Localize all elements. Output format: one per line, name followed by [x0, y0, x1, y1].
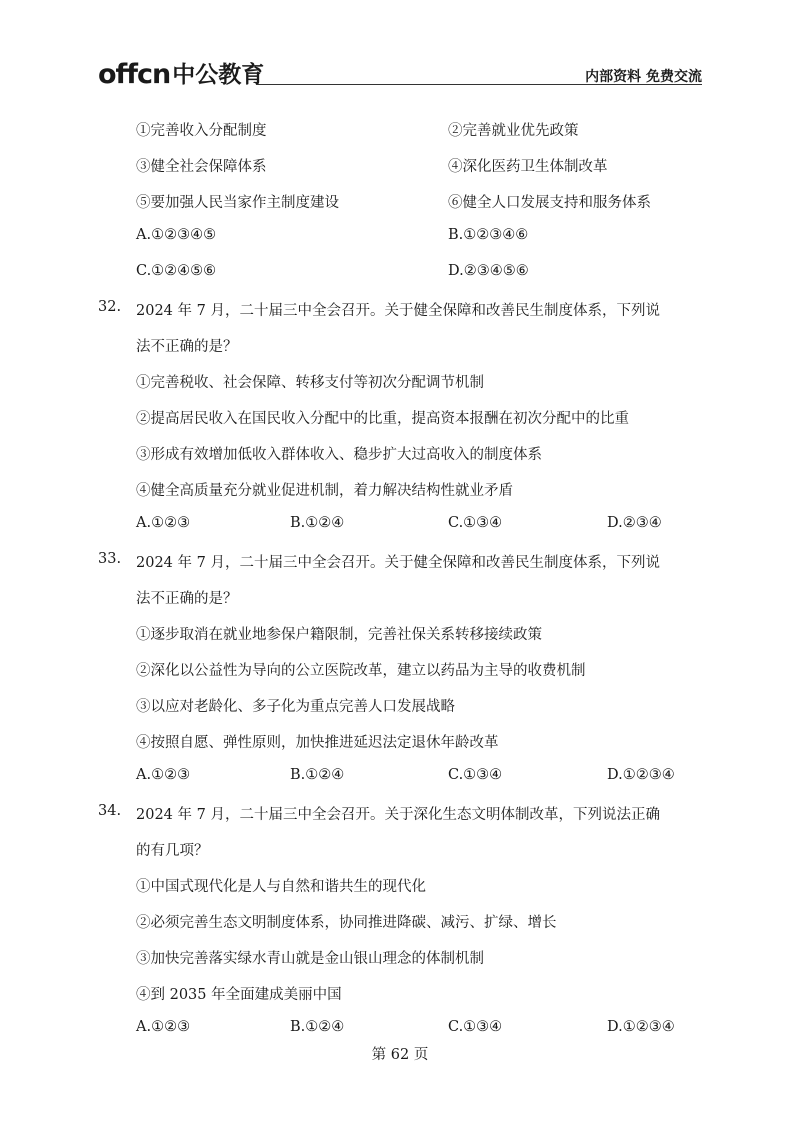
q32-option-a: A.①②③ — [136, 515, 191, 531]
q33-option-b: B.①②④ — [290, 767, 345, 783]
q34-item-2: ②必须完善生态文明制度体系，协同推进降碳、减污、扩绿、增长 — [136, 915, 557, 931]
q31-item-2: ②完善就业优先政策 — [448, 123, 579, 139]
page-header — [98, 58, 702, 92]
q33-stem-line1: 2024 年 7 月，二十届三中全会召开。关于健全保障和改善民生制度体系，下列说 — [136, 555, 660, 571]
q34-stem-line1: 2024 年 7 月，二十届三中全会召开。关于深化生态文明体制改革，下列说法正确 — [136, 807, 660, 823]
q31-item-1: ①完善收入分配制度 — [136, 123, 267, 139]
q32-option-d: D.②③④ — [607, 515, 662, 531]
q33-number: 33. — [98, 551, 122, 567]
q31-option-a: A.①②③④⑤ — [136, 227, 217, 243]
q34-option-b: B.①②④ — [290, 1019, 345, 1035]
q33-item-1: ①逐步取消在就业地参保户籍限制，完善社保关系转移接续政策 — [136, 627, 542, 643]
q34-item-3: ③加快完善落实绿水青山就是金山银山理念的体制机制 — [136, 951, 484, 967]
q34-number: 34. — [98, 803, 122, 819]
offcn-logo — [98, 58, 264, 90]
q33-item-4: ④按照自愿、弹性原则，加快推进延迟法定退休年龄改革 — [136, 735, 499, 751]
q33-option-c: C.①③④ — [448, 767, 503, 783]
logo-chinese-text: 中公教育 — [172, 62, 265, 88]
q33-item-2: ②深化以公益性为导向的公立医院改革，建立以药品为主导的收费机制 — [136, 663, 586, 679]
q34-option-a: A.①②③ — [136, 1019, 191, 1035]
q34-option-c: C.①③④ — [448, 1019, 503, 1035]
q31-option-c: C.①②④⑤⑥ — [136, 263, 217, 279]
logo-latin-text: offcn — [98, 59, 171, 90]
q32-stem-line1: 2024 年 7 月，二十届三中全会召开。关于健全保障和改善民生制度体系，下列说 — [136, 303, 660, 319]
q34-item-1: ①中国式现代化是人与自然和谐共生的现代化 — [136, 879, 426, 895]
q31-item-6: ⑥健全人口发展支持和服务体系 — [448, 195, 651, 211]
q34-option-d: D.①②③④ — [607, 1019, 675, 1035]
q31-option-b: B.①②③④⑥ — [448, 227, 529, 243]
q33-item-3: ③以应对老龄化、多子化为重点完善人口发展战略 — [136, 699, 455, 715]
page-number: 第 62 页 — [371, 1047, 429, 1063]
q32-item-3: ③形成有效增加低收入群体收入、稳步扩大过高收入的制度体系 — [136, 447, 542, 463]
q31-item-3: ③健全社会保障体系 — [136, 159, 267, 175]
q33-option-a: A.①②③ — [136, 767, 191, 783]
q34-stem-line2: 的有几项？ — [136, 843, 209, 859]
q32-option-b: B.①②④ — [290, 515, 345, 531]
header-note: 内部资料 免费交流 — [585, 69, 702, 85]
q31-option-d: D.②③④⑤⑥ — [448, 263, 529, 279]
q32-item-4: ④健全高质量充分就业促进机制，着力解决结构性就业矛盾 — [136, 483, 513, 499]
q32-number: 32. — [98, 299, 122, 315]
q31-item-4: ④深化医药卫生体制改革 — [448, 159, 608, 175]
q33-stem-line2: 法不正确的是？ — [136, 591, 238, 607]
q34-item-4: ④到 2035 年全面建成美丽中国 — [136, 987, 342, 1003]
q31-item-5: ⑤要加强人民当家作主制度建设 — [136, 195, 339, 211]
q32-item-1: ①完善税收、社会保障、转移支付等初次分配调节机制 — [136, 375, 484, 391]
q32-option-c: C.①③④ — [448, 515, 503, 531]
q32-stem-line2: 法不正确的是？ — [136, 339, 238, 355]
q33-option-d: D.①②③④ — [607, 767, 675, 783]
q32-item-2: ②提高居民收入在国民收入分配中的比重，提高资本报酬在初次分配中的比重 — [136, 411, 629, 427]
